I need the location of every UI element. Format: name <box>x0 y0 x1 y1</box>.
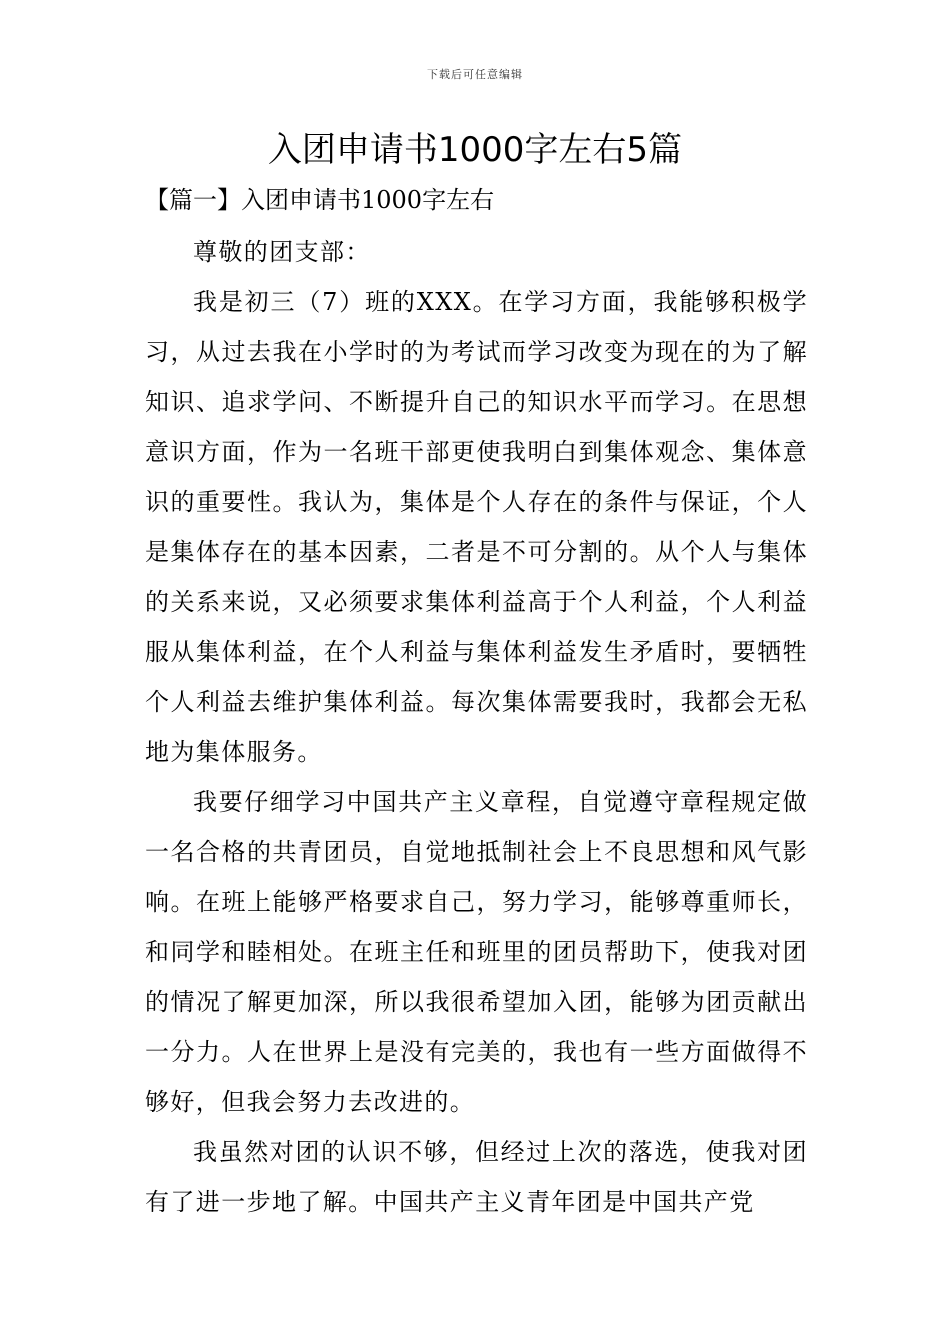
section-heading: 【篇一】入团申请书1000字左右 <box>145 186 495 214</box>
body-paragraph: 我要仔细学习中国共产主义章程，自觉遵守章程规定做一名合格的共青团员，自觉地抵制社会上不良思想和风气影响。在班上能够严格要求自己，努力学习，能够尊重师长，和同学和睦相处。在班主任和班里的团员帮助下，使我对团的情况了解更加深，所以我很希望加入团，能够为团贡献出一分力。人在世界上是没有完美的，我也有一些方面做得不够好，但我会努力去改进的。 <box>145 788 808 1116</box>
body-paragraph: 我虽然对团的认识不够，但经过上次的落选，使我对团有了进一步地了解。中国共产主义青年团是中国共产党 <box>145 1138 808 1216</box>
body-paragraph: 我是初三（7）班的XXX。在学习方面，我能够积极学习，从过去我在小学时的为考试而学习改变为现在的为了解知识、追求学问、不断提升自己的知识水平而学习。在思想意识方面，作为一名班干部更使我明白到集体观念、集体意识的重要性。我认为，集体是个人存在的条件与保证，个人是集体存在的基本因素，二者是不可分割的。从个人与集体的关系来说，又必须要求集体利益高于个人利益，个人利益服从集体利益，在个人利益与集体利益发生矛盾时，要牺牲个人利益去维护集体利益。每次集体需要我时，我都会无私地为集体服务。 <box>145 288 808 766</box>
document-body <box>145 227 808 1227</box>
salutation: 尊敬的团支部： <box>193 238 371 266</box>
header-note: 下载后可任意编辑 <box>427 68 523 81</box>
document-title: 入团申请书1000字左右5篇 <box>267 130 683 170</box>
